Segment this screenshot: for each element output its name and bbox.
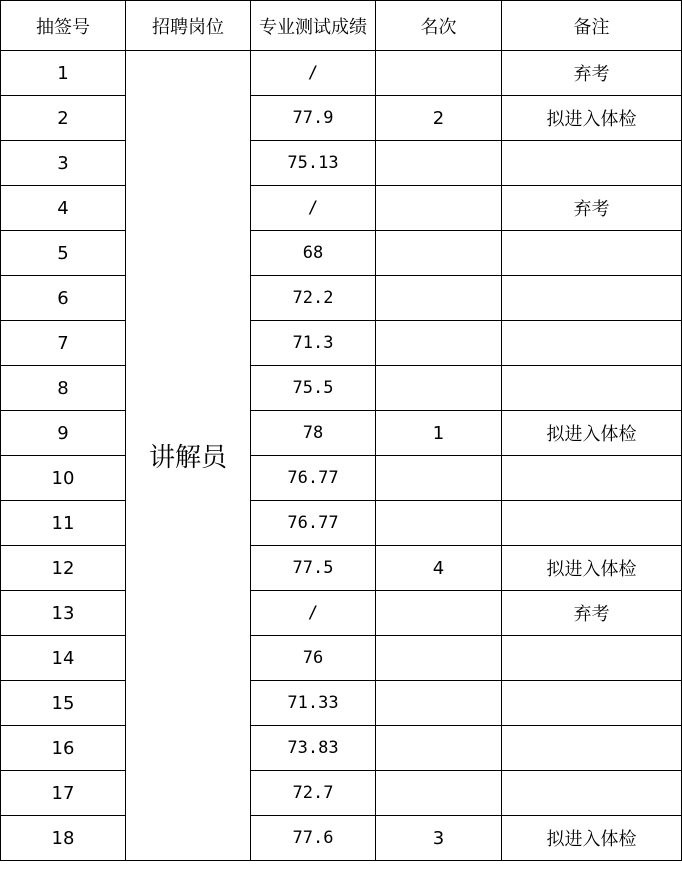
draw-number-cell: 6 [1, 276, 126, 321]
note-cell [502, 636, 682, 681]
table-row [1, 366, 682, 411]
table-row [1, 231, 682, 276]
draw-number-cell: 16 [1, 726, 126, 771]
note-cell: 拟进入体检 [502, 816, 682, 861]
table-row [1, 51, 682, 96]
note-cell [502, 231, 682, 276]
table-row [1, 276, 682, 321]
score-cell: 71.3 [251, 321, 376, 366]
table-row [1, 816, 682, 861]
score-cell: / [251, 591, 376, 636]
header-note: 备注 [502, 1, 682, 51]
table-row [1, 771, 682, 816]
rank-cell [376, 366, 502, 411]
draw-number-cell: 15 [1, 681, 126, 726]
draw-number-cell: 13 [1, 591, 126, 636]
score-cell: / [251, 51, 376, 96]
header-row [1, 1, 682, 51]
draw-number-cell: 11 [1, 501, 126, 546]
table-body [1, 51, 682, 861]
position-cell: 讲解员 [126, 51, 251, 861]
score-cell: 73.83 [251, 726, 376, 771]
table-header [1, 1, 682, 51]
rank-cell [376, 456, 502, 501]
draw-number-cell: 12 [1, 546, 126, 591]
note-cell [502, 141, 682, 186]
score-cell: 68 [251, 231, 376, 276]
draw-number-cell: 7 [1, 321, 126, 366]
table-row [1, 726, 682, 771]
score-cell: 76.77 [251, 456, 376, 501]
rank-cell: 3 [376, 816, 502, 861]
note-cell [502, 321, 682, 366]
draw-number-cell: 14 [1, 636, 126, 681]
header-position: 招聘岗位 [126, 1, 251, 51]
score-cell: 75.13 [251, 141, 376, 186]
draw-number-cell: 3 [1, 141, 126, 186]
rank-cell [376, 231, 502, 276]
table-row [1, 411, 682, 456]
rank-cell [376, 51, 502, 96]
draw-number-cell: 4 [1, 186, 126, 231]
score-cell: 75.5 [251, 366, 376, 411]
rank-cell [376, 501, 502, 546]
header-rank: 名次 [376, 1, 502, 51]
rank-cell [376, 591, 502, 636]
rank-cell [376, 141, 502, 186]
note-cell [502, 681, 682, 726]
table-row [1, 141, 682, 186]
table-row [1, 96, 682, 141]
note-cell [502, 771, 682, 816]
note-cell [502, 501, 682, 546]
rank-cell [376, 726, 502, 771]
draw-number-cell: 8 [1, 366, 126, 411]
table-row [1, 681, 682, 726]
rank-cell [376, 321, 502, 366]
draw-number-cell: 1 [1, 51, 126, 96]
score-cell: 76.77 [251, 501, 376, 546]
score-cell: 71.33 [251, 681, 376, 726]
score-cell: 72.2 [251, 276, 376, 321]
note-cell: 弃考 [502, 186, 682, 231]
score-cell: 72.7 [251, 771, 376, 816]
score-cell: 78 [251, 411, 376, 456]
note-cell: 拟进入体检 [502, 546, 682, 591]
score-cell: 77.9 [251, 96, 376, 141]
table-row [1, 186, 682, 231]
header-draw-number: 抽签号 [1, 1, 126, 51]
note-cell: 弃考 [502, 51, 682, 96]
note-cell: 拟进入体检 [502, 411, 682, 456]
score-cell: / [251, 186, 376, 231]
rank-cell [376, 276, 502, 321]
rank-cell [376, 636, 502, 681]
note-cell: 拟进入体检 [502, 96, 682, 141]
draw-number-cell: 2 [1, 96, 126, 141]
rank-cell [376, 186, 502, 231]
score-cell: 76 [251, 636, 376, 681]
draw-number-cell: 9 [1, 411, 126, 456]
rank-cell: 1 [376, 411, 502, 456]
note-cell: 弃考 [502, 591, 682, 636]
rank-cell: 2 [376, 96, 502, 141]
table-row [1, 501, 682, 546]
table-row [1, 636, 682, 681]
table-row [1, 321, 682, 366]
draw-number-cell: 17 [1, 771, 126, 816]
header-score: 专业测试成绩 [251, 1, 376, 51]
rank-cell: 4 [376, 546, 502, 591]
table-row [1, 546, 682, 591]
score-cell: 77.5 [251, 546, 376, 591]
draw-number-cell: 18 [1, 816, 126, 861]
note-cell [502, 726, 682, 771]
note-cell [502, 276, 682, 321]
note-cell [502, 456, 682, 501]
draw-number-cell: 10 [1, 456, 126, 501]
table-row [1, 591, 682, 636]
table-row [1, 456, 682, 501]
rank-cell [376, 771, 502, 816]
draw-number-cell: 5 [1, 231, 126, 276]
note-cell [502, 366, 682, 411]
score-cell: 77.6 [251, 816, 376, 861]
rank-cell [376, 681, 502, 726]
